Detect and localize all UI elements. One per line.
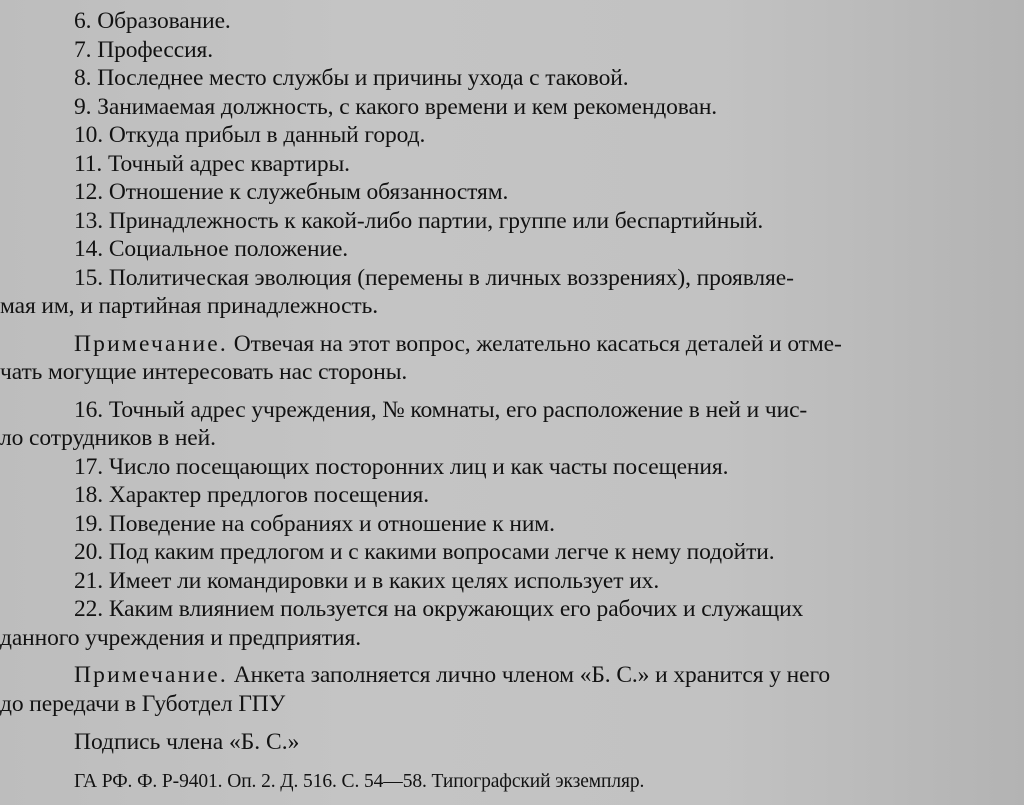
list-item: 20. Под каким предлогом и с какими вопросами легче к нему подойти. [74,539,775,565]
list-item-22-line-1: 22. Каким влиянием пользуется на окружающих его рабочих и служащих [74,596,804,622]
list-item: 19. Поведение на собраниях и отношение к ним. [74,510,555,537]
list-item: 8. Последнее место службы и причины ухода с таковой. [74,65,629,91]
list-item-15-line-2: мая им, и партийная принадлежность. [0,293,378,319]
note-2 [0,661,1018,718]
list-item: 11. Точный адрес квартиры. [74,150,350,177]
list-item-16 [0,396,1018,453]
note-2-line-1 [74,661,1018,690]
question-list-part-2 [74,453,1018,596]
note-1-line-2: чать могущие интересовать нас стороны. [0,359,408,385]
document-body [0,7,1018,795]
archive-source-reference: ГА РФ. Ф. Р-9401. Оп. 2. Д. 516. С. 54—58. Типографский экземпляр. [74,770,645,792]
list-item: 10. Откуда прибыл в данный город. [74,122,426,148]
list-item-22 [0,595,1018,652]
list-item-15-line-1: 15. Политическая эволюция (перемены в личных воззрениях), проявляе- [74,264,794,291]
list-item: 17. Число посещающих посторонних лиц и как часты посещения. [74,453,729,480]
list-item-16-line-1: 16. Точный адрес учреждения, № комнаты, его расположение в ней и чис- [74,396,808,423]
signature-line: Подпись члена «Б. С.» [74,729,300,755]
list-item-16-line-2: ло сотрудников в ней. [0,425,216,451]
list-item: 12. Отношение к служебным обязанностям. [74,179,509,205]
list-item: 18. Характер предлогов посещения. [74,482,430,508]
list-item: 6. Образование. [74,8,231,34]
note-1-line-1-text: Отвечая на этот вопрос, желательно касаться деталей и отме- [233,330,842,357]
note-1-line-1 [74,330,1018,359]
list-item: 7. Профессия. [74,36,214,63]
list-item: 14. Социальное положение. [74,236,349,262]
note-2-label: Примечание. [74,662,228,688]
list-item: 21. Имеет ли командировки и в каких целях использует их. [74,567,660,594]
note-2-line-1-text: Анкета заполняется лично членом «Б. С.» и хранится у него [233,662,831,688]
list-item: 9. Занимаемая должность, с какого времени и кем рекомендован. [74,93,718,120]
question-list-part-1 [74,7,1018,264]
note-1 [0,330,1018,387]
note-2-line-2: до передачи в Губотдел ГПУ [0,690,286,717]
list-item-22-line-2: данного учреждения и предприятия. [0,624,361,651]
note-1-label: Примечание. [74,330,228,357]
list-item-15 [0,264,1018,321]
list-item: 13. Принадлежность к какой-либо партии, группе или беспартийный. [74,207,764,234]
